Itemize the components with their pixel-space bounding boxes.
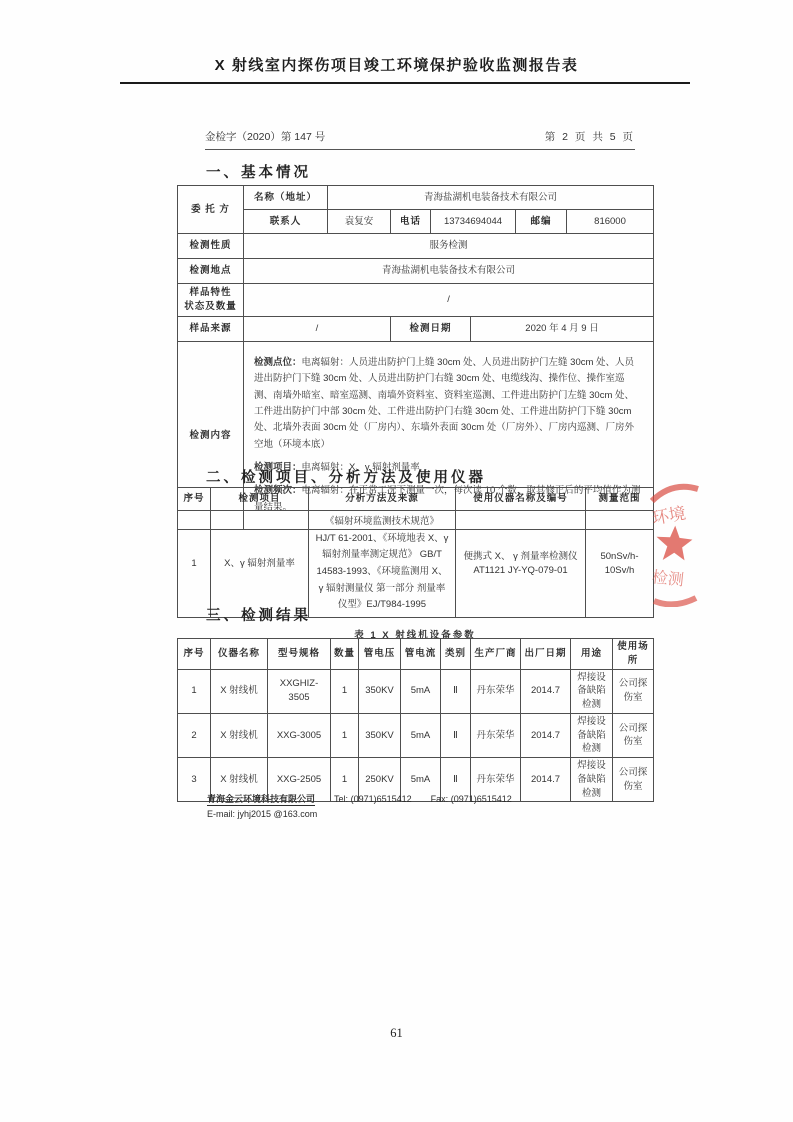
zip-value: 816000 — [567, 210, 654, 234]
cell-seq: 1 — [178, 669, 211, 713]
cell-date: 2014.7 — [521, 713, 571, 757]
section3-heading: 三、检测结果 — [206, 608, 311, 624]
cell-manufacturer: 丹东荣华 — [471, 758, 521, 802]
test-frequency-text: 电离辐射：在正常工况下测量一次，每次读 10 个数，取其修正后的平均值作为测量结果。 — [254, 485, 641, 513]
lab-company-name: 青海金云环境科技有限公司 — [207, 794, 316, 804]
zip-label: 邮编 — [516, 210, 567, 234]
cell-seq: 3 — [178, 758, 211, 802]
cell-model: XXGHIZ-3505 — [268, 669, 331, 713]
col-header-voltage: 管电压 — [359, 639, 401, 670]
col-header-range: 测量范围 — [586, 488, 654, 511]
fax-value: (0971)6515412 — [450, 794, 512, 804]
contact-value: 袁复安 — [328, 210, 391, 234]
cell-place: 公司探伤室 — [613, 758, 654, 802]
cell-voltage: 350KV — [359, 713, 401, 757]
test-location-label: 检测地点 — [178, 259, 244, 284]
test-nature-label: 检测性质 — [178, 234, 244, 259]
cell-usage: 焊接设备缺陷检测 — [571, 669, 613, 713]
footer-line1 — [207, 792, 512, 807]
seal-text-bottom: 检测 — [650, 569, 685, 590]
cell-device: X 射线机 — [211, 758, 268, 802]
report-number: 金检字（2020）第 147 号 — [205, 131, 326, 143]
test-content-label: 检测内容 — [178, 342, 244, 530]
cell-usage: 焊接设备缺陷检测 — [571, 758, 613, 802]
cell-place: 公司探伤室 — [613, 713, 654, 757]
phone-value: 13734694044 — [431, 210, 516, 234]
xray-equipment-table — [177, 638, 654, 802]
red-seal-stamp-partial — [650, 477, 700, 607]
col-header-usage: 用途 — [571, 639, 613, 670]
table-header-row — [178, 639, 654, 670]
col-header-seq: 序号 — [178, 639, 211, 670]
cell-usage: 焊接设备缺陷检测 — [571, 713, 613, 757]
page-number: 61 — [390, 1026, 403, 1040]
cell-instrument: 便携式 X、 γ 剂量率检测仪 AT1121 JY-YQ-079-01 — [456, 511, 586, 618]
col-header-seq: 序号 — [178, 488, 211, 511]
sample-property-label-line1: 样品特性 — [189, 287, 232, 299]
cell-class: Ⅱ — [441, 713, 471, 757]
test-frequency-label: 检测频次： — [254, 485, 302, 497]
test-location-value: 青海盐湖机电装备技术有限公司 — [244, 259, 654, 284]
cell-current: 5mA — [401, 713, 441, 757]
cell-current: 5mA — [401, 669, 441, 713]
test-date-label: 检测日期 — [391, 317, 471, 342]
email-label: E-mail: — [207, 809, 236, 820]
seal-star-icon — [655, 522, 697, 566]
section1-heading: 一、基本情况 — [206, 165, 311, 181]
cell-class: Ⅱ — [441, 669, 471, 713]
table-header-row — [178, 488, 654, 511]
sample-property-value: / — [244, 284, 654, 317]
lab-contact-footer — [207, 792, 512, 823]
contact-label: 联系人 — [244, 210, 328, 234]
equipment-table-caption: 表 1 X 射线机设备参数 — [354, 630, 476, 641]
client-name-value: 青海盐湖机电装备技术有限公司 — [328, 186, 654, 210]
col-header-instrument: 使用仪器名称及编号 — [456, 488, 586, 511]
table-row — [178, 669, 654, 713]
cell-range: 50nSv/h-10Sv/h — [586, 511, 654, 618]
test-points-label: 检测点位： — [254, 357, 302, 368]
col-header-date: 出厂日期 — [521, 639, 571, 670]
report-meta-row — [205, 129, 635, 150]
cell-voltage: 250KV — [359, 758, 401, 802]
table-row — [178, 511, 654, 618]
test-date-value: 2020 年 4 月 9 日 — [471, 317, 654, 342]
col-header-item: 检测项目 — [211, 488, 309, 511]
seal-text-top: 环境 — [650, 503, 688, 529]
test-item-text: 电离辐射：X、γ 辐射剂量率 — [301, 461, 420, 473]
cell-device: X 射线机 — [211, 713, 268, 757]
col-header-class: 类别 — [441, 639, 471, 670]
cell-manufacturer: 丹东荣华 — [471, 669, 521, 713]
cell-item: X、γ 辐射剂量率 — [211, 511, 309, 618]
col-header-manufacturer: 生产厂商 — [471, 639, 521, 670]
cell-place: 公司探伤室 — [613, 669, 654, 713]
page-indicator: 第 2 页 共 5 页 — [544, 131, 635, 143]
email-value: jyhj2015 @163.com — [237, 809, 318, 820]
cell-method: 《辐射环境监测技术规范》HJ/T 61-2001、《环境地表 X、γ 辐射剂量率测定规范》 GB/T 14583-1993、《环境监测用 X、γ 辐射测量仪 第一部分 剂量率仪型》EJ/T984-1995 — [309, 511, 456, 618]
cell-model: XXG-2505 — [268, 758, 331, 802]
section2-heading: 二、检测项目、分析方法及使用仪器 — [206, 470, 486, 486]
col-header-model: 型号规格 — [268, 639, 331, 670]
table-row — [178, 713, 654, 757]
sample-property-label-line2: 状态及数量 — [184, 301, 237, 312]
seal-arc-top — [652, 487, 698, 501]
cell-device: X 射线机 — [211, 669, 268, 713]
cell-model: XXG-3005 — [268, 713, 331, 757]
col-header-device: 仪器名称 — [211, 639, 268, 670]
cell-qty: 1 — [331, 669, 359, 713]
cell-manufacturer: 丹东荣华 — [471, 713, 521, 757]
seal-arc-bottom — [654, 598, 696, 604]
test-nature-value: 服务检测 — [244, 234, 654, 259]
col-header-qty: 数量 — [331, 639, 359, 670]
tel-value: (0971)6515412 — [350, 794, 412, 804]
cell-qty: 1 — [331, 758, 359, 802]
document-title: X 射线室内探伤项目竣工环境保护验收监测报告表 — [214, 57, 579, 74]
cell-qty: 1 — [331, 713, 359, 757]
sample-source-label: 样品来源 — [178, 317, 244, 342]
col-header-place: 使用场所 — [613, 639, 654, 670]
test-points-text: 电离辐射：人员进出防护门上缝 30cm 处、人员进出防护门左缝 30cm 处、人员进出防护门下缝 30cm 处、人员进出防护门右缝 30cm 处、电缆线沟、操作位、操作室巡测、南墙外暗室、暗室巡测、南墙外资料室、资料室巡测、工件进出防护门左缝 30cm 处、工件进出防护门中部 30cm 处、工件进出防护门右缝 30cm 处、工件进出防护门下缝 30cm 处、北墙外表面 30cm 处（厂房内）、东墙外表面 30cm 处（厂房外）、厂房内巡测、厂房外空地（环境本底） — [254, 357, 635, 450]
methods-instruments-table — [177, 487, 654, 618]
header-rule — [120, 82, 690, 84]
cell-seq: 1 — [178, 511, 211, 618]
footer-line2 — [207, 807, 512, 822]
cell-class: Ⅱ — [441, 758, 471, 802]
cell-seq: 2 — [178, 713, 211, 757]
client-name-label: 名称（地址） — [244, 186, 328, 210]
cell-date: 2014.7 — [521, 758, 571, 802]
client-label: 委 托 方 — [178, 186, 244, 234]
cell-date: 2014.7 — [521, 669, 571, 713]
sample-property-label — [178, 284, 244, 317]
sample-source-value: / — [244, 317, 391, 342]
cell-voltage: 350KV — [359, 669, 401, 713]
col-header-method: 分析方法及来源 — [309, 488, 456, 511]
test-item-label: 检测项目： — [254, 461, 302, 473]
tel-label: Tel: — [334, 794, 349, 804]
test-points-paragraph — [254, 355, 643, 453]
phone-label: 电话 — [391, 210, 431, 234]
cell-current: 5mA — [401, 758, 441, 802]
fax-label: Fax: — [430, 794, 449, 804]
col-header-current: 管电流 — [401, 639, 441, 670]
